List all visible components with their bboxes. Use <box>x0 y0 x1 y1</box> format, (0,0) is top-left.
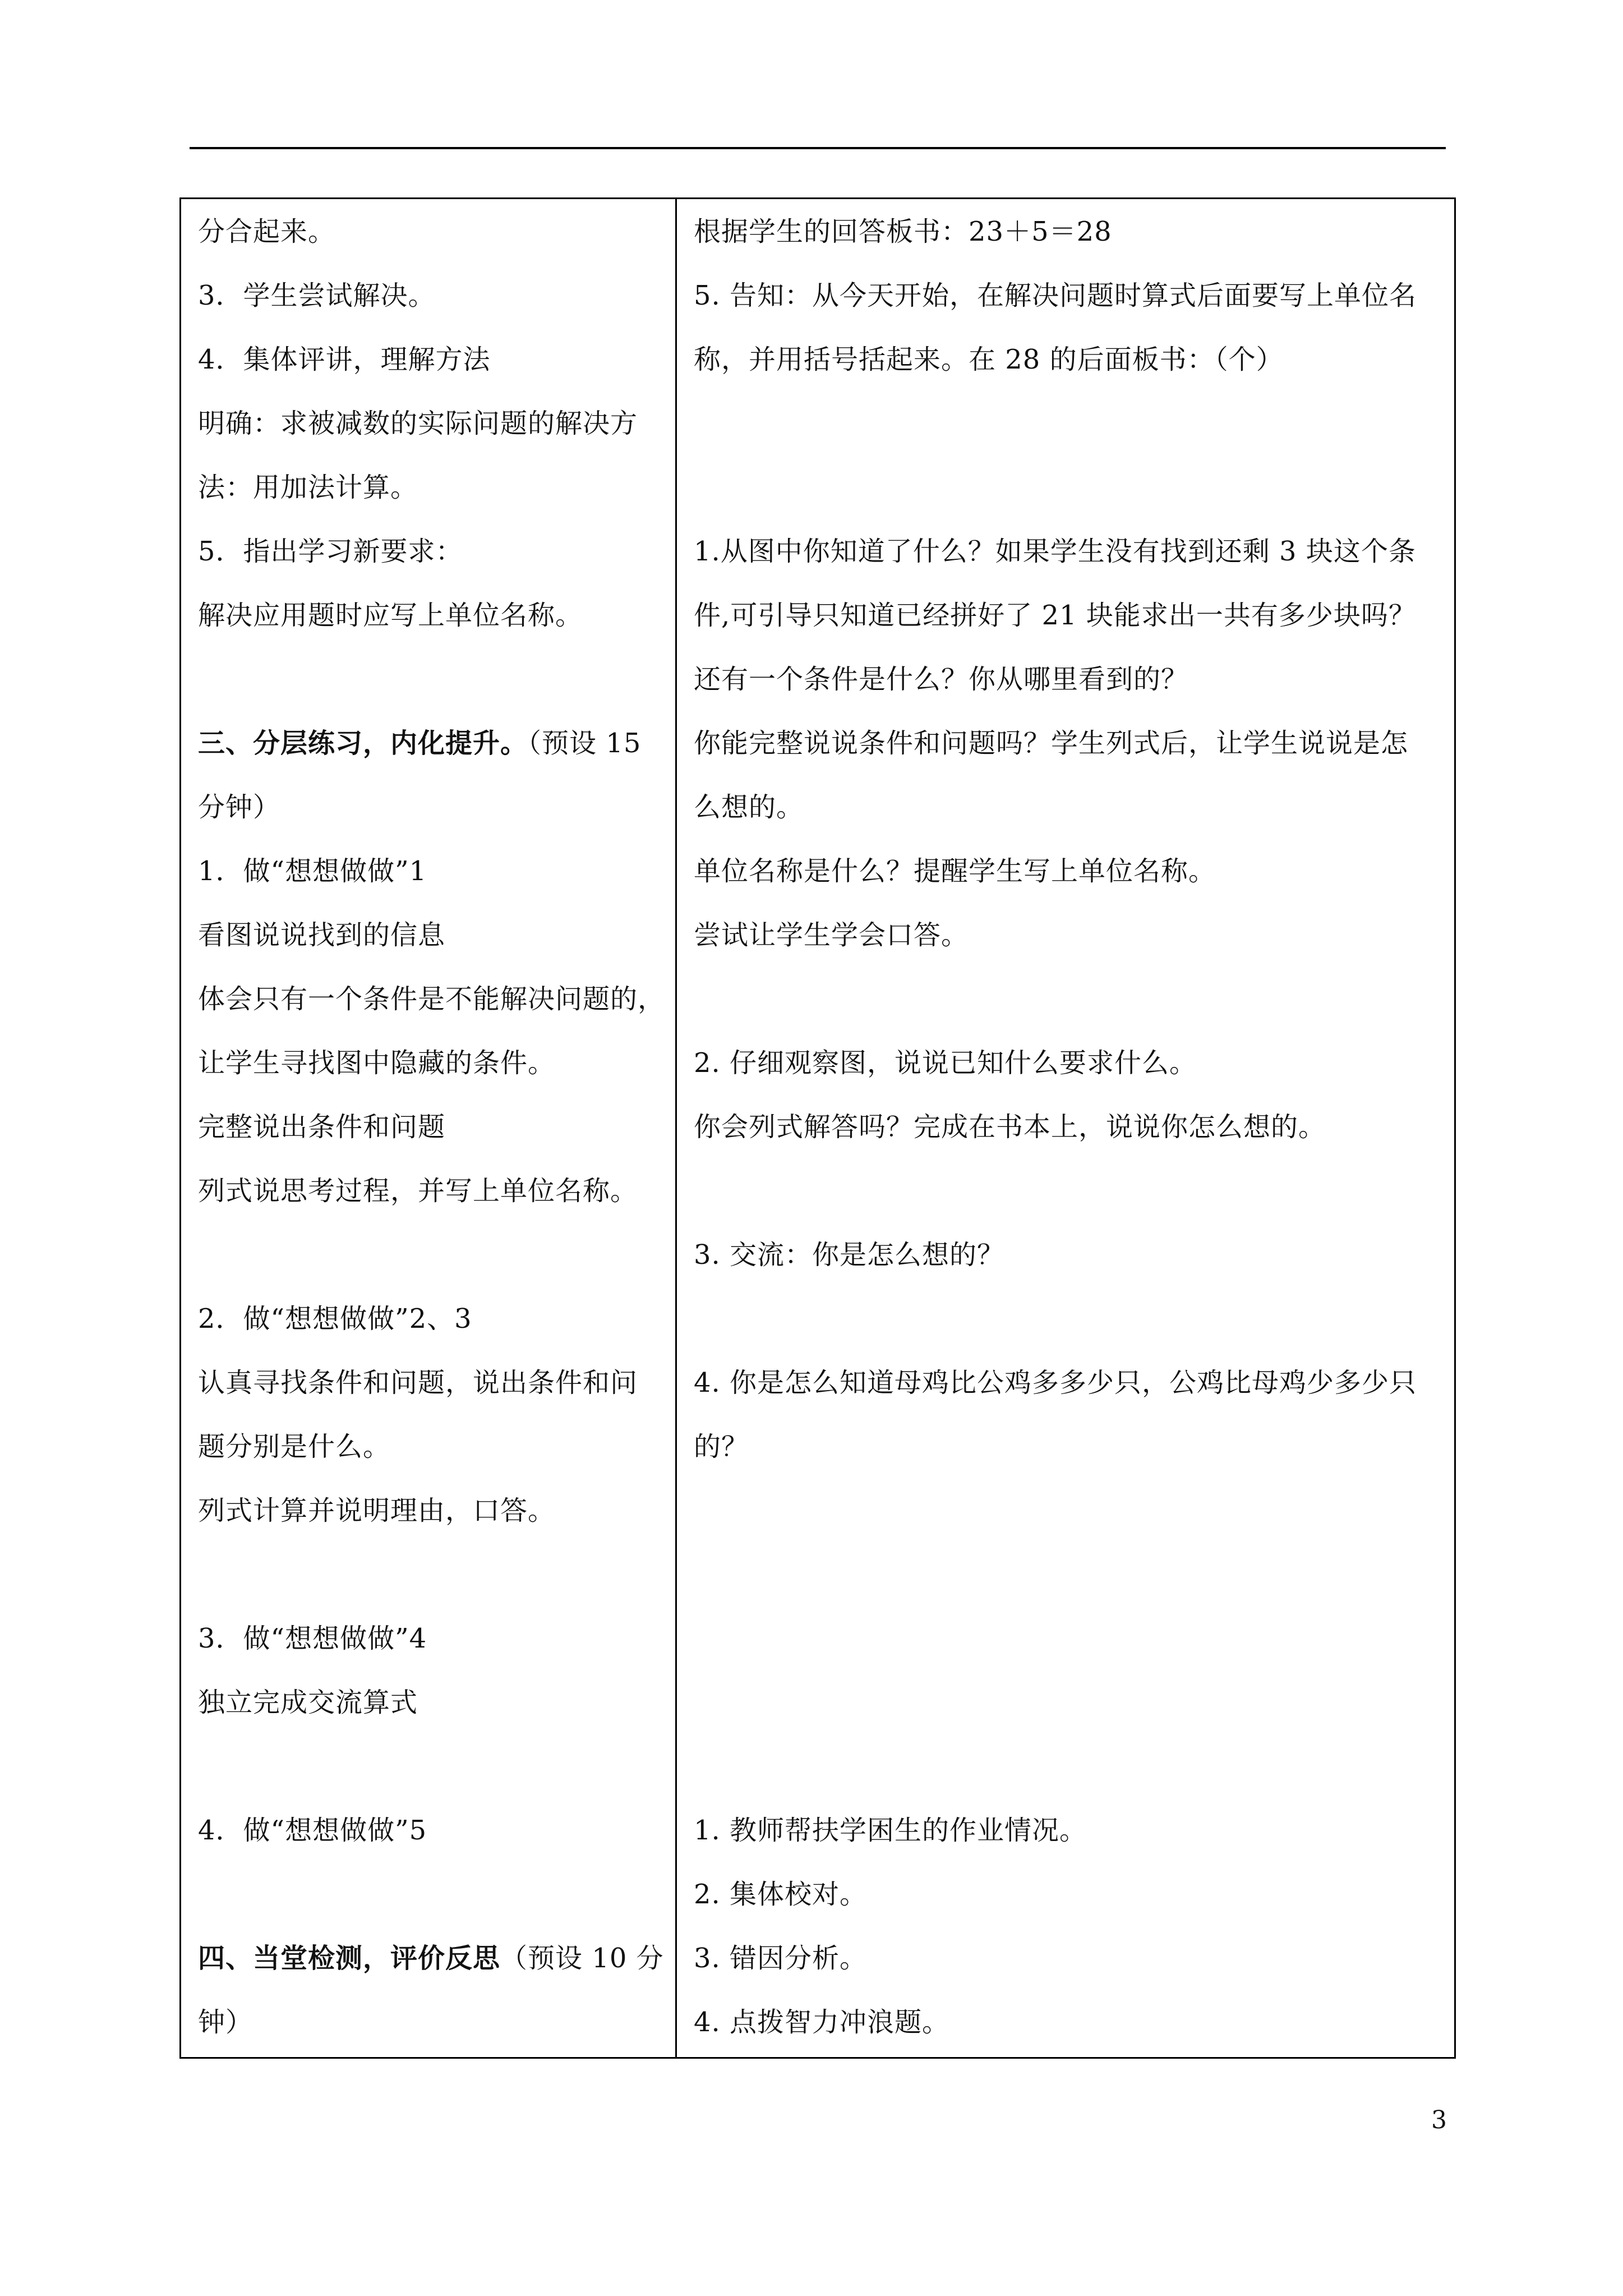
left-line: 认真寻找条件和问题，说出条件和问 <box>198 1367 638 1398</box>
right-line: 3. 错因分析。 <box>694 1943 868 1974</box>
left-line: 3．学生尝试解决。 <box>198 280 436 311</box>
left-line: 让学生寻找图中隐藏的条件。 <box>198 1047 556 1079</box>
left-line: 法：用加法计算。 <box>198 472 418 503</box>
left-line: 完整说出条件和问题 <box>198 1111 446 1143</box>
left-line: 钟） <box>198 2007 253 2038</box>
left-line: 解决应用题时应写上单位名称。 <box>198 600 583 631</box>
right-line: 单位名称是什么？提醒学生写上单位名称。 <box>694 855 1216 887</box>
right-line: 么想的。 <box>694 792 804 823</box>
right-line: 你能完整说说条件和问题吗？学生列式后，让学生说说是怎 <box>694 728 1409 759</box>
left-line: 分钟） <box>198 792 281 823</box>
left-line: 4．集体评讲，理解方法 <box>198 344 491 375</box>
left-line: 5．指出学习新要求： <box>198 536 463 567</box>
left-line: 列式计算并说明理由，口答。 <box>198 1495 556 1526</box>
right-line: 2. 仔细观察图，说说已知什么要求什么。 <box>694 1047 1197 1079</box>
section-heading-practice-title: 三、分层练习，内化提升。 <box>198 728 528 759</box>
right-line: 4. 你是怎么知道母鸡比公鸡多多少只，公鸡比母鸡少多少只 <box>694 1367 1417 1398</box>
right-line: 1.从图中你知道了什么？如果学生没有找到还剩 3 块这个条 <box>694 536 1416 567</box>
right-line: 还有一个条件是什么？你从哪里看到的？ <box>694 664 1189 695</box>
page-number: 3 <box>1431 2106 1447 2134</box>
header-rule <box>190 147 1446 149</box>
section-heading-assessment-title: 四、当堂检测，评价反思 <box>198 1943 501 1974</box>
left-line: 体会只有一个条件是不能解决问题的， <box>198 983 666 1015</box>
right-line: 5. 告知：从今天开始，在解决问题时算式后面要写上单位名 <box>694 280 1417 311</box>
right-line: 的？ <box>694 1431 749 1462</box>
section-heading-assessment <box>198 1941 664 1975</box>
left-line: 3．做“想想做做”4 <box>198 1623 427 1654</box>
right-line: 2. 集体校对。 <box>694 1879 868 1910</box>
section-heading-practice <box>198 726 641 760</box>
left-line: 2．做“想想做做”2、3 <box>198 1303 472 1335</box>
right-line: 称，并用括号括起来。在 28 的后面板书：（个） <box>694 344 1284 375</box>
left-line: 4．做“想想做做”5 <box>198 1815 427 1846</box>
lesson-plan-table <box>179 197 1456 2059</box>
left-line: 独立完成交流算式 <box>198 1687 418 1718</box>
left-column-cell <box>181 199 677 2057</box>
left-line: 列式说思考过程，并写上单位名称。 <box>198 1175 638 1207</box>
right-line: 件,可引导只知道已经拼好了 21 块能求出一共有多少块吗？ <box>694 600 1416 631</box>
left-line: 1．做“想想做做”1 <box>198 855 427 887</box>
left-line: 题分别是什么。 <box>198 1431 391 1462</box>
right-line: 4. 点拨智力冲浪题。 <box>694 2007 950 2038</box>
left-line: 看图说说找到的信息 <box>198 919 446 951</box>
right-line: 尝试让学生学会口答。 <box>694 919 969 951</box>
right-line: 1. 教师帮扶学困生的作业情况。 <box>694 1815 1087 1846</box>
section-heading-assessment-time: （预设 10 分 <box>500 1943 664 1974</box>
left-line: 分合起来。 <box>198 216 336 247</box>
right-column-cell <box>677 199 1454 2057</box>
section-heading-practice-time: （预设 15 <box>528 728 642 759</box>
right-line: 根据学生的回答板书：23＋5＝28 <box>694 216 1112 247</box>
right-line: 你会列式解答吗？完成在书本上，说说你怎么想的。 <box>694 1111 1326 1143</box>
right-line: 3. 交流：你是怎么想的？ <box>694 1239 1005 1271</box>
left-line: 明确：求被减数的实际问题的解决方 <box>198 408 638 439</box>
